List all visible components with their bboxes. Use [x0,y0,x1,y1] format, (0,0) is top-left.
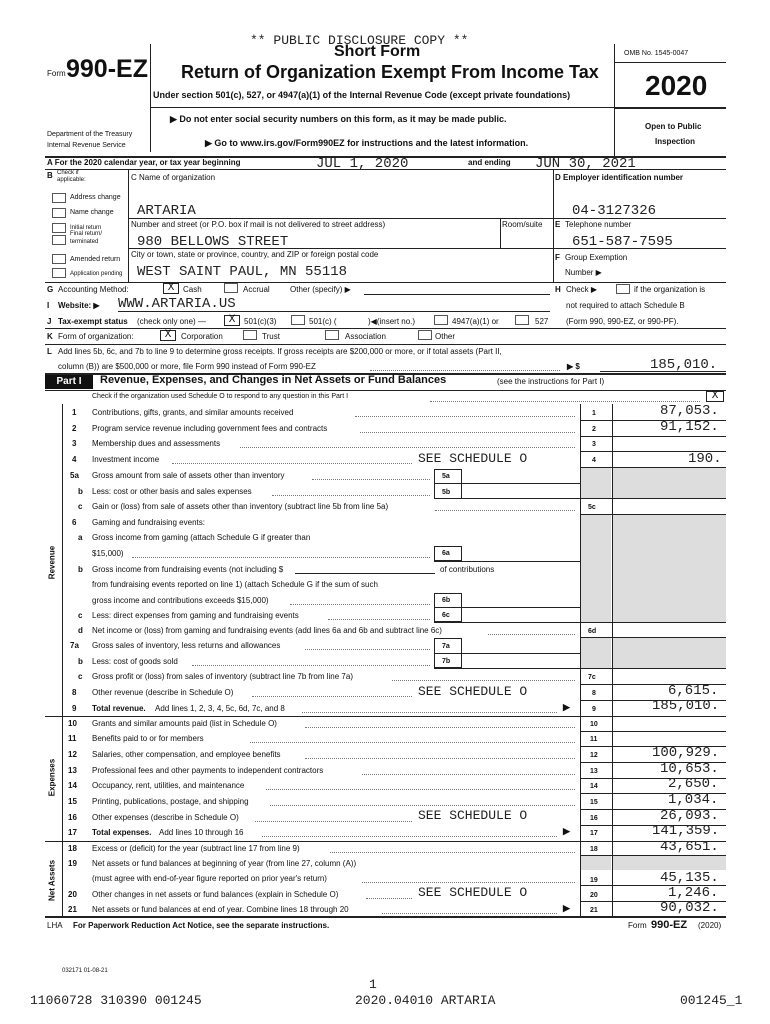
schedule-b-text: if the organization is [634,285,706,294]
corporation-label: Corporation [181,332,223,341]
page-number: 1 [369,977,377,992]
501c-label: 501(c) ( [309,317,337,326]
line-15-amount: 1,034. [668,792,719,808]
line-3-ref: 3 [592,441,596,448]
form-ref-number: 990-EZ [651,919,688,931]
part-i-title-note: (see the instructions for Part I) [497,377,605,386]
other-specify-label: Other (specify) ▶ [290,285,351,294]
line-4-amount: 190. [688,451,722,467]
line-21-num: 21 [68,905,77,914]
line-4-text: Investment income [92,455,160,464]
line-17-ref: 17 [590,830,598,837]
line-7a-num: 7a [70,641,79,650]
line-11-text: Benefits paid to or for members [92,734,204,743]
j-label: J [47,317,52,326]
line-1-text: Contributions, gifts, grants, and similar amounts received [92,408,294,417]
phone-number: 651-587-7595 [572,234,673,250]
of-contributions-label: of contributions [440,565,495,574]
cash-label: Cash [183,285,202,294]
line-16-amount: 26,093. [660,808,719,824]
amended-return-checkbox[interactable] [52,254,66,264]
line-6d-text: Net income or (loss) from gaming and fundraising events (add lines 6a and 6b and subtract line 6c) [92,626,442,635]
line-15-ref: 15 [590,799,598,806]
line-8-ref: 8 [592,690,596,697]
omb-number: OMB No. 1545-0047 [624,50,689,57]
line-7a-text: Gross sales of inventory, less returns and allowances [92,641,281,650]
line-7c-ref: 7c [588,674,596,681]
line-6c-num: c [78,611,83,620]
line-9-ref: 9 [592,706,596,713]
line-14-num: 14 [68,781,77,790]
line-9-num: 9 [72,704,77,713]
line-5c-ref: 5c [588,504,596,511]
line-6a-text-2: $15,000) [92,549,124,558]
line-21-arrow-icon: ▶ [563,903,570,913]
line-17-text: Total expenses. [92,828,152,837]
line-16-schedule-o: SEE SCHEDULE O [418,808,528,823]
trust-label: Trust [262,332,280,341]
name-change-label: Name change [70,209,114,216]
line-20-num: 20 [68,890,77,899]
line-11-num: 11 [68,734,77,743]
address-change-label: Address change [70,194,121,201]
net-assets-side-label: Net Assets [47,859,57,902]
city-state-zip: WEST SAINT PAUL, MN 55118 [137,264,348,280]
line-6-text: Gaming and fundraising events: [92,518,205,527]
accounting-method-label: Accounting Method: [58,285,129,294]
line-7c-text: Gross profit or (loss) from sales of inventory (subtract line 7b from line 7a) [92,672,353,681]
line-19-amount: 45,135. [660,870,719,886]
line-6b-text-2: from fundraising events reported on line 1) (attach Schedule G if the sum of such [92,580,378,589]
line-13-text: Professional fees and other payments to independent contractors [92,766,324,775]
line-5b-num: b [78,487,83,496]
part-i-label: Part I [45,375,93,389]
line-4-num: 4 [72,455,77,464]
gross-receipts-instructions: Add lines 5b, 6c, and 7b to line 9 to determine gross receipts. If gross receipts are $200,000 or more, or if total assets (Part II, [58,347,502,356]
tax-exempt-status-label: Tax-exempt status [58,317,128,326]
footer-center-id: 2020.04010 ARTARIA [355,993,496,1008]
line-2-num: 2 [72,424,77,433]
line-19-num: 19 [68,859,77,868]
ein-value: 04-3127326 [572,203,657,219]
line-12-num: 12 [68,750,77,759]
irs-label: Internal Revenue Service [47,142,126,149]
line-10-num: 10 [68,719,77,728]
tax-year-end: JUN 30, 2021 [535,156,636,172]
line-6b-text-3: gross income and contributions exceeds $15,000) [92,596,269,605]
g-label: G [47,285,54,294]
line-13-num: 13 [68,766,77,775]
corporation-checkbox[interactable]: X [160,330,176,341]
amended-return-label: Amended return [70,256,121,263]
line-17-num: 17 [68,828,77,837]
501c3-checkbox[interactable]: X [224,315,240,326]
line-1-amount: 87,053. [660,403,719,419]
line-a-label: A For the 2020 calendar year, or tax year beginning [47,158,241,167]
line-18-num: 18 [68,844,77,853]
f-label: F [555,253,560,262]
part-i-title: Revenue, Expenses, and Changes in Net Assets or Fund Balances [100,374,447,386]
schedule-b-line2: not required to attach Schedule B [566,301,685,310]
527-label: 527 [535,317,549,326]
application-pending-label: Application pending [70,271,123,277]
initial-return-checkbox[interactable] [52,223,66,233]
line-10-text: Grants and similar amounts paid (list in Schedule O) [92,719,277,728]
line-8-schedule-o: SEE SCHEDULE O [418,684,528,699]
tax-year: 2020 [645,70,708,101]
line-13-amount: 10,653. [660,761,719,777]
paperwork-notice: For Paperwork Reduction Act Notice, see the separate instructions. [73,921,330,930]
revenue-side-label: Revenue [47,545,57,580]
line-6c-text: Less: direct expenses from gaming and fundraising events [92,611,299,620]
line-8-text: Other revenue (describe in Schedule O) [92,688,234,697]
line-8-num: 8 [72,688,77,697]
line-2-amount: 91,152. [660,419,719,435]
line-17-text-2: Add lines 10 through 16 [159,828,244,837]
line-5a-ref: 5a [442,473,450,480]
insert-no-label: )◀(insert no.) [368,317,416,326]
line-3-text: Membership dues and assessments [92,439,221,448]
terminated-label: terminated [70,239,99,245]
other-org-label: Other [435,332,456,341]
form-title: Return of Organization Exempt From Income Tax [181,62,599,82]
association-label: Association [345,332,386,341]
association-checkbox[interactable] [325,330,339,340]
line-6a-text: Gross income from gaming (attach Schedule G if greater than [92,533,311,542]
501c-checkbox[interactable] [291,315,305,325]
line-7b-text: Less: cost of goods sold [92,657,178,666]
k-label: K [47,332,53,341]
check-if-label: Check if [57,170,79,176]
line-15-text: Printing, publications, postage, and shipping [92,797,249,806]
line-19-text: Net assets or fund balances at beginning of year (from line 27, column (A)) [92,859,357,868]
line-2-text: Program service revenue including government fees and contracts [92,424,328,433]
initial-return-label: Initial return [70,225,102,231]
org-name-label: C Name of organization [131,173,216,182]
website-label: Website: ▶ [58,301,100,310]
gross-receipts-dollar: ▶ $ [567,362,580,371]
form-code: 032171 01-08-21 [62,968,108,974]
line-6a-num: a [78,533,83,542]
line-14-amount: 2,650. [668,776,719,792]
line-4-ref: 4 [592,457,596,464]
goto-instructions: ▶ Go to www.irs.gov/Form990EZ for instructions and the latest information. [205,138,529,148]
line-16-num: 16 [68,813,77,822]
line-5b-ref: 5b [442,489,451,496]
city-label: City or town, state or province, country, and ZIP or foreign postal code [131,250,379,259]
4947-label: 4947(a)(1) or [452,317,499,326]
line-21-text: Net assets or fund balances at end of year. Combine lines 18 through 20 [92,905,349,914]
line-20-ref: 20 [590,892,598,899]
line-6b-num: b [78,565,83,574]
4947-checkbox[interactable] [434,315,448,325]
no-ssn-warning: ▶ Do not enter social security numbers on this form, as it may be made public. [170,114,507,124]
line-2-ref: 2 [592,426,596,433]
room-suite-label: Room/suite [502,220,543,229]
line-20-amount: 1,246. [668,885,719,901]
gross-receipts-instructions-2: column (B)) are $500,000 or more, file Form 990 instead of Form 990-EZ [58,362,316,371]
h-label: H [555,285,561,294]
schedule-b-line3: (Form 990, 990-EZ, or 990-PF). [566,317,679,326]
line-6a-ref: 6a [442,550,450,557]
inspection-label: Inspection [655,137,696,146]
line-7b-ref: 7b [442,658,451,665]
org-name: ARTARIA [137,203,196,219]
line-9-amount: 185,010. [652,698,720,714]
final-return-label: Final return/ [70,231,103,237]
line-21-ref: 21 [590,907,598,914]
line-20-schedule-o: SEE SCHEDULE O [418,885,528,900]
line-3-num: 3 [72,439,77,448]
line-6d-ref: 6d [588,628,597,635]
527-checkbox[interactable] [515,315,529,325]
street-address: 980 BELLOWS STREET [137,234,289,250]
line-16-ref: 16 [590,815,598,822]
line-21-amount: 90,032. [660,900,719,916]
line-8-amount: 6,615. [668,683,719,699]
line-b-label: B [47,171,53,180]
e-label: E [555,220,561,229]
and-ending-label: and ending [468,158,511,167]
gross-receipts-amount: 185,010. [650,357,718,373]
line-7a-ref: 7a [442,643,450,650]
line-12-amount: 100,929. [652,745,720,761]
form-label: Form [47,69,66,78]
line-6b-text: Gross income from fundraising events (not including $ [92,565,284,574]
line-6d-num: d [78,626,83,635]
line-7b-num: b [78,657,83,666]
line-6-num: 6 [72,518,77,527]
dept-treasury: Department of the Treasury [47,131,133,138]
line-20-text: Other changes in net assets or fund balances (explain in Schedule O) [92,890,339,899]
tax-year-begin: JUL 1, 2020 [316,156,409,172]
line-4-schedule-o: SEE SCHEDULE O [418,451,528,466]
line-11-ref: 11 [590,736,598,743]
open-to-public: Open to Public [645,122,702,131]
public-disclosure-banner: ** PUBLIC DISCLOSURE COPY ** [250,33,469,48]
line-19-text-2: (must agree with end-of-year figure reported on prior year's return) [92,874,327,883]
form-of-org-label: Form of organization: [58,332,134,341]
website-url: WWW.ARTARIA.US [118,296,236,312]
form-number: 990-EZ [66,55,148,83]
line-5c-num: c [78,502,83,511]
schedule-b-checkbox[interactable] [616,284,630,294]
line-5a-num: 5a [70,471,79,480]
other-org-checkbox[interactable] [418,330,432,340]
line-12-text: Salaries, other compensation, and employee benefits [92,750,281,759]
line-13-ref: 13 [590,768,598,775]
line-18-ref: 18 [590,846,598,853]
line-5c-text: Gain or (loss) from sale of assets other than inventory (subtract line 5b from line 5a) [92,502,389,511]
501c3-label: 501(c)(3) [244,317,277,326]
street-label: Number and street (or P.O. box if mail is not delivered to street address) [131,220,386,229]
line-18-text: Excess or (deficit) for the year (subtract line 17 from line 9) [92,844,300,853]
line-9-text-2: Add lines 1, 2, 3, 4, 5c, 6d, 7c, and 8 [155,704,285,713]
form-ref-label: Form [628,921,647,930]
line-6c-ref: 6c [442,612,450,619]
short-form-title: Short Form [334,43,421,60]
group-exemption-number-label: Number ▶ [565,268,602,277]
ein-label: D Employer identification number [555,173,684,182]
applicable-label: applicable: [57,177,86,183]
cash-checkbox[interactable]: X [163,283,179,294]
line-14-ref: 14 [590,783,598,790]
line-12-ref: 12 [590,752,598,759]
line-14-text: Occupancy, rent, utilities, and maintenance [92,781,245,790]
final-return-checkbox[interactable] [52,235,66,245]
group-exemption-label: Group Exemption [565,253,628,262]
line-17-arrow-icon: ▶ [563,826,570,836]
schedule-o-check-text: Check if the organization used Schedule O to respond to any question in this Part I [92,393,349,400]
line-5b-text: Less: cost or other basis and sales expenses [92,487,252,496]
accrual-checkbox[interactable] [224,283,238,293]
phone-label: Telephone number [565,220,632,229]
name-change-checkbox[interactable] [52,208,66,218]
l-label: L [47,347,52,356]
line-6b-ref: 6b [442,597,451,604]
trust-checkbox[interactable] [243,330,257,340]
i-label: I [47,301,50,310]
schedule-b-check-label: Check ▶ [566,285,598,294]
line-1-ref: 1 [592,410,596,417]
expenses-side-label: Expenses [47,758,57,797]
line-19-ref: 19 [590,877,598,884]
line-10-ref: 10 [590,721,598,728]
check-only-one-label: (check only one) — [137,317,206,326]
line-1-num: 1 [72,408,77,417]
schedule-o-checkbox[interactable]: X [706,391,724,402]
application-pending-checkbox[interactable] [52,268,66,278]
footer-right-id: 001245_1 [680,993,743,1008]
line-16-text: Other expenses (describe in Schedule O) [92,813,239,822]
line-17-amount: 141,359. [652,823,720,839]
line-15-num: 15 [68,797,77,806]
lha-label: LHA [47,921,63,930]
accrual-label: Accrual [243,285,270,294]
under-section-text: Under section 501(c), 527, or 4947(a)(1) of the Internal Revenue Code (except private foundations) [153,90,571,100]
line-7c-num: c [78,672,83,681]
line-9-text: Total revenue. [92,704,146,713]
address-change-checkbox[interactable] [52,193,66,203]
form-ref-year: (2020) [698,921,722,930]
line-9-arrow-icon: ▶ [563,702,570,712]
footer-left-id: 11060728 310390 001245 [30,993,202,1008]
line-18-amount: 43,651. [660,839,719,855]
line-5a-text: Gross amount from sale of assets other than inventory [92,471,285,480]
